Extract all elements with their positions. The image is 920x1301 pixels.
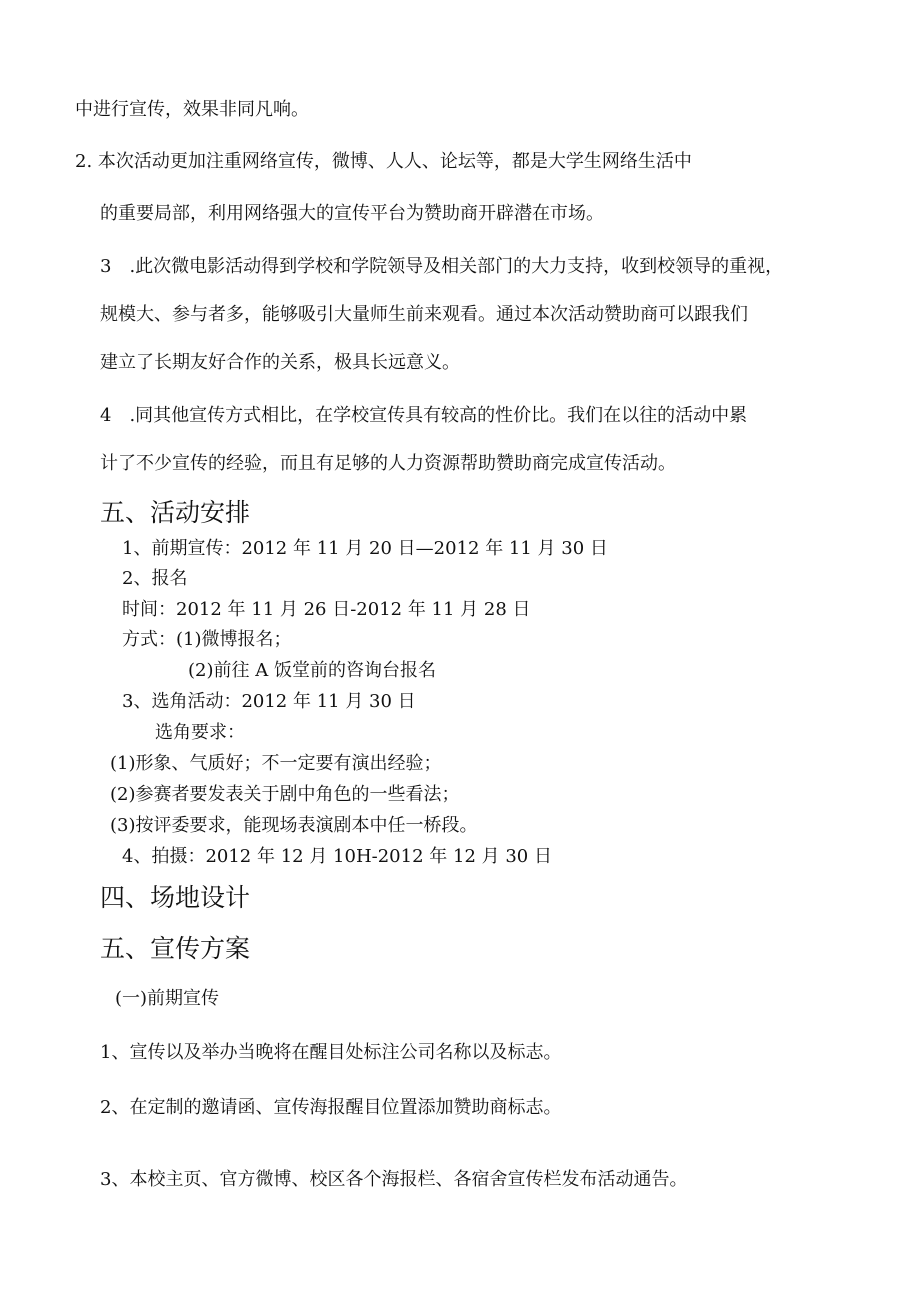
- activity-signup-time: 时间：2012 年 11 月 26 日-2012 年 11 月 28 日: [122, 599, 531, 620]
- paragraph-3-line-1: 3 .此次微电影活动得到学校和学院领导及相关部门的大力支持，收到校领导的重视，: [100, 256, 784, 277]
- activity-signup-method-2: (2)前往 A 饭堂前的咨询台报名: [188, 660, 436, 681]
- promotion-item-2: 2、在定制的邀请函、宣传海报醒目位置添加赞助商标志。: [100, 1097, 562, 1118]
- paragraph-3-line-3: 建立了长期友好合作的关系，极具长远意义。: [100, 352, 460, 373]
- promotion-item-3: 3、本校主页、官方微博、校区各个海报栏、各宿舍宣传栏发布活动通告。: [100, 1169, 688, 1190]
- section-heading-promotion: 五、宣传方案: [100, 934, 251, 963]
- paragraph-4-line-2: 计了不少宣传的经验，而且有足够的人力资源帮助赞助商完成宣传活动。: [100, 453, 676, 474]
- casting-requirement-2: (2)参赛者要发表关于剧中角色的一些看法；: [110, 784, 460, 805]
- promotion-subheading: (一)前期宣传: [115, 988, 220, 1009]
- paragraph-2-line-2: 的重要局部，利用网络强大的宣传平台为赞助商开辟潜在市场。: [100, 203, 604, 224]
- casting-requirement-1: (1)形象、气质好；不一定要有演出经验；: [110, 753, 442, 774]
- paragraph-4-line-1: 4 .同其他宣传方式相比，在学校宣传具有较高的性价比。我们在以往的活动中累: [100, 405, 748, 426]
- paragraph-3-line-2: 规模大、参与者多，能够吸引大量师生前来观看。通过本次活动赞助商可以跟我们: [100, 304, 748, 325]
- activity-item-4: 4、拍摄：2012 年 12 月 10H-2012 年 12 月 30 日: [122, 846, 552, 867]
- section-heading-venue: 四、场地设计: [100, 883, 251, 912]
- activity-item-2: 2、报名: [122, 568, 188, 589]
- casting-requirements-title: 选角要求：: [155, 722, 245, 743]
- paragraph-continuation: 中进行宣传，效果非同凡响。: [75, 99, 309, 120]
- activity-item-1: 1、前期宣传：2012 年 11 月 20 日—2012 年 11 月 30 日: [122, 538, 608, 559]
- casting-requirement-3: (3)按评委要求，能现场表演剧本中任一桥段。: [110, 815, 478, 836]
- activity-signup-method-1: 方式：(1)微博报名；: [122, 629, 292, 650]
- promotion-item-1: 1、宣传以及举办当晚将在醒目处标注公司名称以及标志。: [100, 1042, 562, 1063]
- paragraph-2-line-1: 2. 本次活动更加注重网络宣传，微博、人人、论坛等，都是大学生网络生活中: [75, 151, 692, 172]
- activity-item-3: 3、选角活动：2012 年 11 月 30 日: [122, 691, 416, 712]
- section-heading-activity: 五、活动安排: [100, 498, 251, 527]
